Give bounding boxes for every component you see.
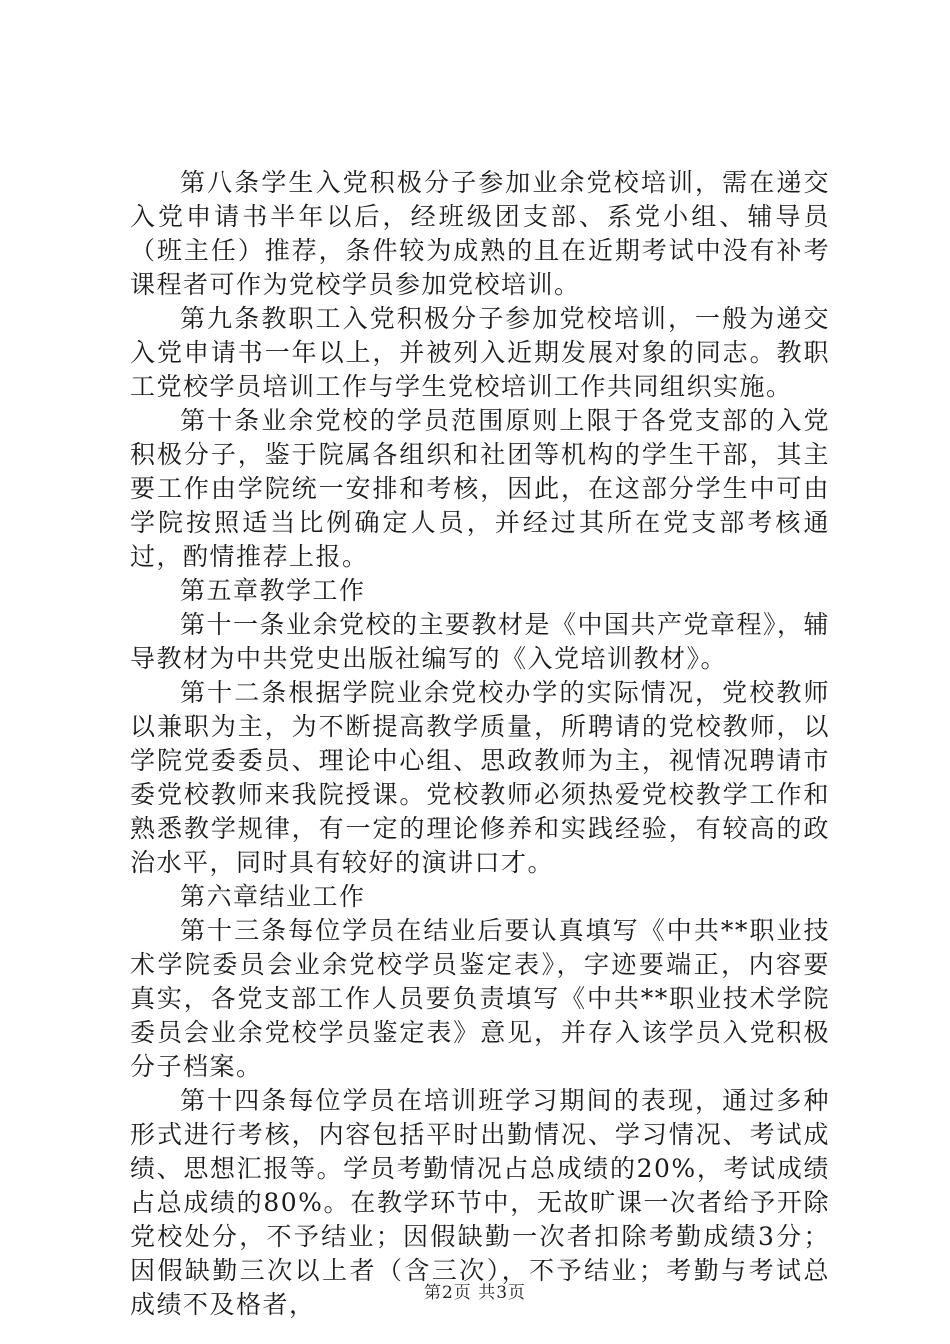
paragraph-article-9: 第九条教职工入党积极分子参加党校培训，一般为递交入党申请书一年以上，并被列入近期发展对象的同志。教职工党校学员培训工作与学生党校培训工作共同组织实施。 (130, 304, 830, 401)
paragraph-article-11: 第十一条业余党校的主要教材是《中国共产党章程》，辅导教材为中共党史出版社编写的《入党培训教材》。 (130, 610, 831, 673)
chapter-heading-6: 第六章结业工作 (180, 882, 366, 911)
page-number: 第2页 共3页 (423, 1283, 527, 1303)
paragraph-article-8: 第八条学生入党积极分子参加业余党校培训，需在递交入党申请书半年以后，经班级团支部、系党小组、辅导员（班主任）推荐，条件较为成熟的且在近期考试中没有补考课程者可作为党校学员参加党校培训。 (130, 168, 830, 299)
paragraph-article-14: 第十四条每位学员在培训班学习期间的表现，通过多种形式进行考核，内容包括平时出勤情况、学习情况、考试成绩、思想汇报等。学员考勤情况占总成绩的20%，考试成绩占总成绩的80%。在教学环节中，无故旷课一次者给予开除党校处分，不予结业；因假缺勤一次者扣除考勤成绩3分；因假缺勤三次以上者（含三次），不予结业；考勤与考试总成绩不及格者， (130, 1086, 830, 1319)
paragraph-article-13: 第十三条每位学员在结业后要认真填写《中共**职业技术学院委员会业余党校学员鉴定表》，字迹要端正，内容要真实，各党支部工作人员要负责填写《中共**职业技术学院委员会业余党校学员鉴定表》意见，并存入该学员入党积极分子档案。 (130, 916, 830, 1081)
document-body (130, 166, 830, 1322)
page-footer (0, 1278, 950, 1303)
chapter-heading-5: 第五章教学工作 (180, 576, 366, 605)
paragraph-article-10: 第十条业余党校的学员范围原则上限于各党支部的入党积极分子，鉴于院属各组织和社团等机构的学生干部，其主要工作由学院统一安排和考核，因此，在这部分学生中可由学院按照适当比例确定人员，并经过其所在党支部考核通过，酌情推荐上报。 (130, 406, 830, 571)
paragraph-article-12: 第十二条根据学院业余党校办学的实际情况，党校教师以兼职为主，为不断提高教学质量，所聘请的党校教师，以学院党委委员、理论中心组、思政教师为主，视情况聘请市委党校教师来我院授课。党校教师必须热爱党校教学工作和熟悉教学规律，有一定的理论修养和实践经验，有较高的政治水平，同时具有较好的演讲口才。 (130, 678, 830, 877)
